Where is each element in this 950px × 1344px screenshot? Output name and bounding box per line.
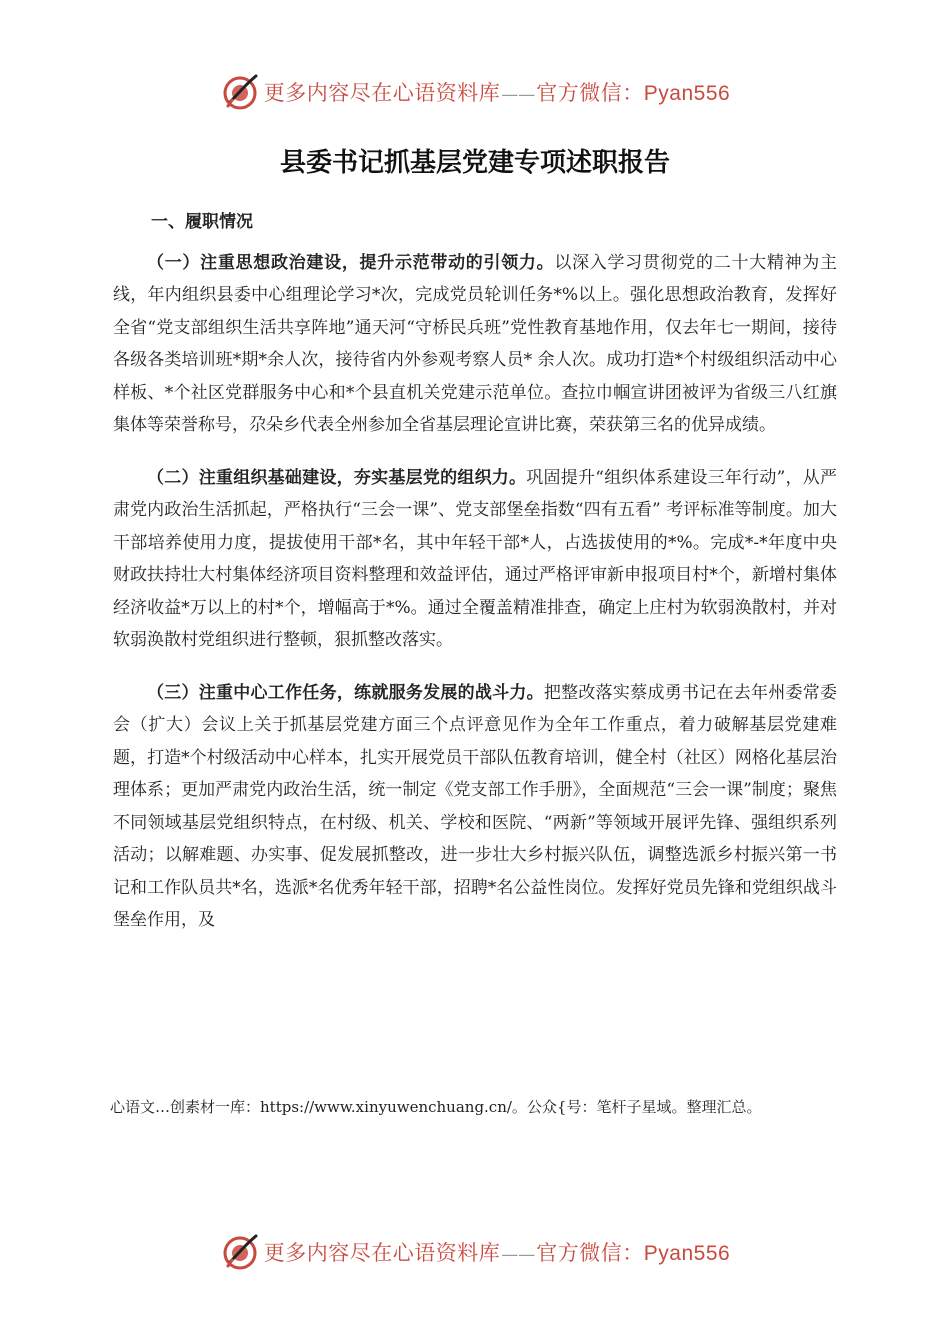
document-body [113,206,837,957]
banner-text [264,77,730,107]
paragraph-lead: （一）注重思想政治建设，提升示范带动的引领力。 [147,252,555,273]
paragraph-1 [113,247,837,442]
banner-dash: —— [501,1245,536,1265]
paragraph-body: 巩固提升“组织体系建设三年行动”，从严肃党内政治生活抓起，严格执行“三会一课”、党支部堡垒指数“四有五看” 考评标准等制度。加大干部培养使用力度，提拔使用干部*名，其中年轻干部*人，占选拔使用的*%。完成*-*年度中央财政扶持壮大村集体经济项目资料整理和效益评估，通过严格评审新申报项目村*个，新增村集体经济收益*万以上的村*个，增幅高于*%。通过全覆盖精准排查，确定上庄村为软弱涣散村，并对软弱涣散村党组织进行整顿，狠抓整改落实。 [113,467,838,650]
banner-wechat-label: 官方微信： [536,1241,644,1265]
banner-text [264,1237,730,1267]
footer-note: 心语文…创素材一库：https://www.xinyuwenchuang.cn/。公众{号：笔杆子星域。整理汇总。 [110,1098,762,1116]
paragraph-lead: （三）注重中心工作任务，练就服务发展的战斗力。 [147,682,544,703]
banner-dash: —— [501,85,536,105]
paragraph-body: 把整改落实蔡成勇书记在去年州委常委会（扩大）会议上关于抓基层党建方面三个点评意见作为全年工作重点，着力破解基层党建难题，打造*个村级活动中心样本，扎实开展党员干部队伍教育培训，健全村（社区）网格化基层治理体系；更加严肃党内政治生活，统一制定《党支部工作手册》，全面规范“三会一课”制度；聚焦不同领域基层党组织特点，在村级、机关、学校和医院、“两新”等领域开展评先锋、强组织系列活动；以解难题、办实事、促发展抓整改，进一步壮大乡村振兴队伍，调整选派乡村振兴第一书记和工作队员共*名，选派*名优秀年轻干部，招聘*名公益性岗位。发挥好党员先锋和党组织战斗堡垒作用，及 [113,682,838,930]
seal-logo-icon [220,1232,260,1272]
seal-logo-icon [220,72,260,112]
paragraph-2 [113,462,837,657]
footer-banner [0,1232,950,1272]
banner-site-name: 更多内容尽在心语资料库 [263,81,501,105]
paragraph-body: 以深入学习贯彻党的二十大精神为主线，年内组织县委中心组理论学习*次，完成党员轮训任务*%以上。强化思想政治教育，发挥好全省“党支部组织生活共享阵地”通天河“守桥民兵班”党性教育基地作用，仅去年七一期间，接待各级各类培训班*期*余人次，接待省内外参观考察人员* 余人次。成功打造*个村级组织活动中心样板、*个社区党群服务中心和*个县直机关党建示范单位。查拉巾帼宣讲团被评为省级三八红旗集体等荣誉称号，尕朵乡代表全州参加全省基层理论宣讲比赛，荣获第三名的优异成绩。 [113,252,838,435]
document-title: 县委书记抓基层党建专项述职报告 [279,148,670,178]
section-heading: 一、履职情况 [151,212,253,232]
paragraph-lead: （二）注重组织基础建设，夯实基层党的组织力。 [147,467,527,488]
banner-site-name: 更多内容尽在心语资料库 [263,1241,501,1265]
banner-wechat-id: Pyan556 [643,82,731,105]
paragraph-3 [113,677,837,937]
banner-wechat-id: Pyan556 [643,1242,731,1265]
header-banner [0,72,950,112]
banner-wechat-label: 官方微信： [536,81,644,105]
